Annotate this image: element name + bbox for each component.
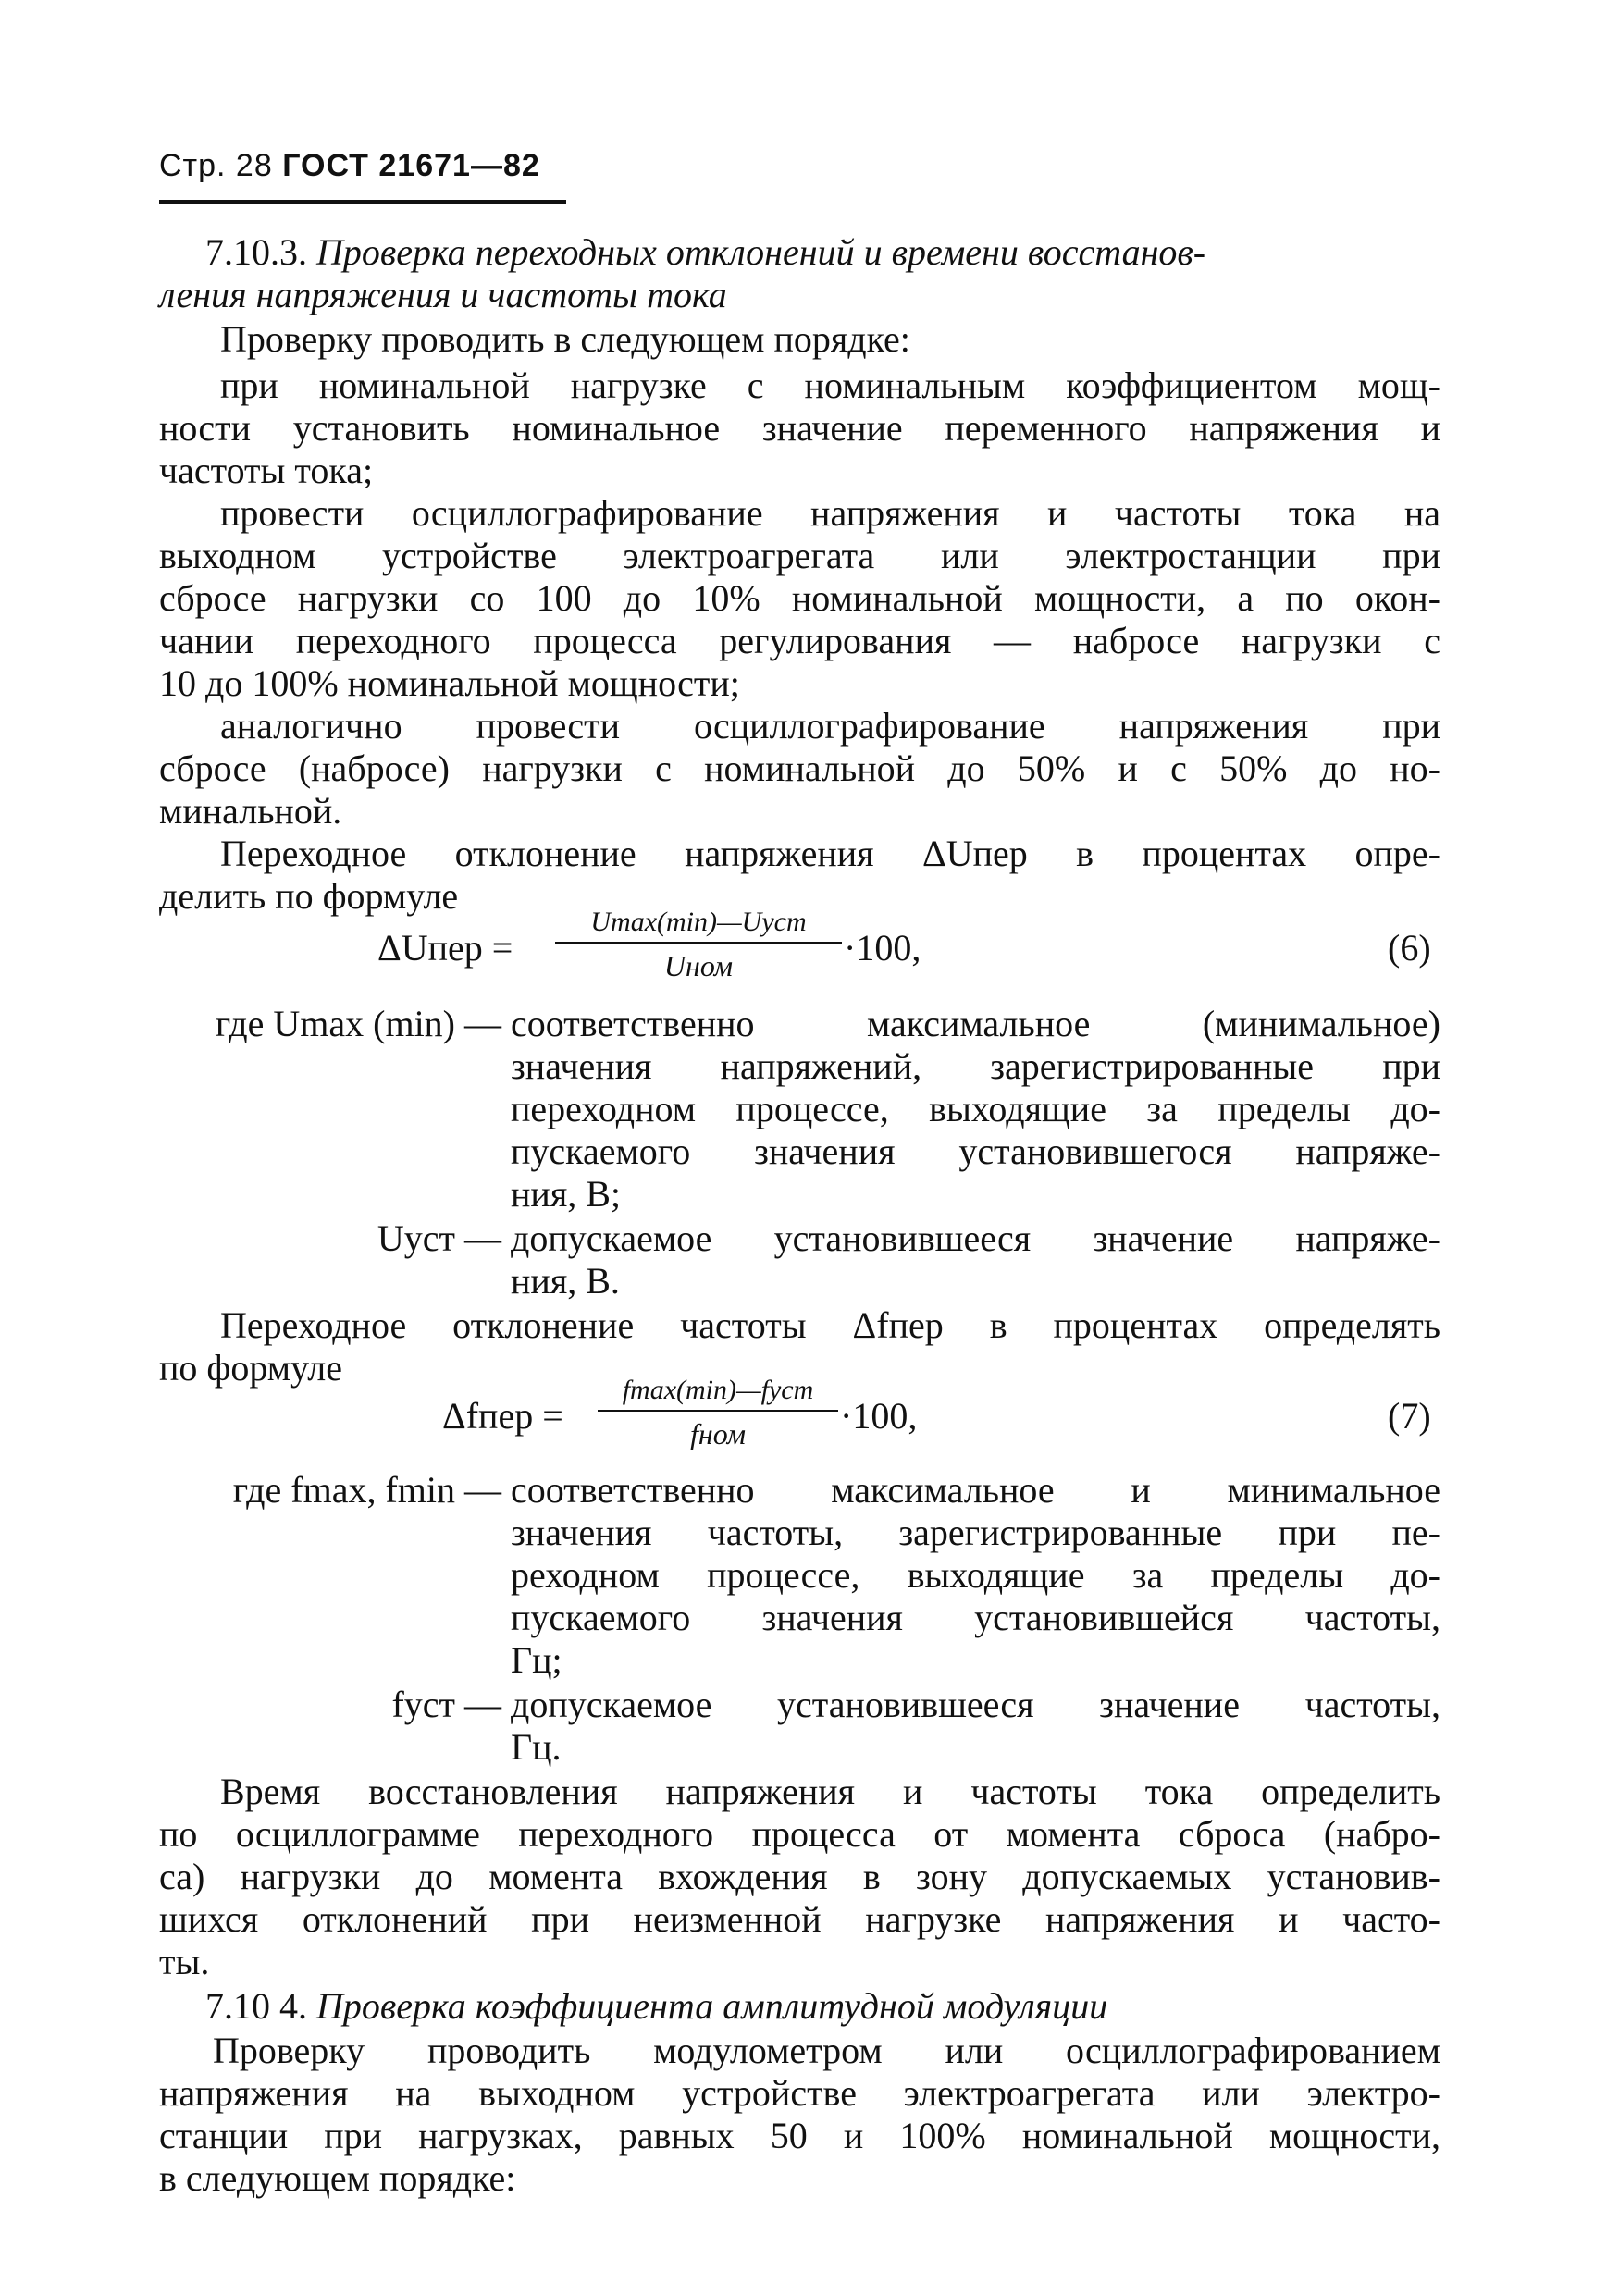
where-line: значения напряжений, зарегистрированные при: [511, 1045, 1440, 1087]
paragraph-line: при номинальной нагрузке с номинальным коэффициентом мощ-: [220, 364, 1440, 406]
paragraph-line: напряжения на выходном устройстве электроагрегата или электро-: [159, 2072, 1440, 2114]
paragraph-line: сбросе нагрузки со 100 до 10% номинальной мощности, а по окон-: [159, 577, 1440, 619]
paragraph-line: станции при нагрузках, равных 50 и 100% номинальной мощности,: [159, 2115, 1440, 2156]
paragraph-line: делить по формуле: [159, 875, 459, 917]
page-header: [159, 148, 540, 184]
paragraph-line: Переходное отклонение напряжения ΔUпер в процентах опре-: [220, 833, 1440, 874]
section-7103-heading: [205, 231, 1440, 274]
section-title: Проверка коэффициента амплитудной модуляции: [316, 1985, 1108, 2027]
where-line: соответственно максимальное и минимальное: [511, 1469, 1440, 1511]
where-symbol: где fmax, fmin —: [232, 1469, 501, 1511]
where-line: соответственно максимальное (минимальное): [511, 1003, 1440, 1044]
formula-6-lhs: ΔUпер =: [377, 927, 513, 969]
section-title-cont: ления напряжения и частоты тока: [159, 274, 727, 315]
paragraph-line: по формуле: [159, 1347, 342, 1389]
paragraph-line: чании переходного процесса регулирования — набросе нагрузки с: [159, 620, 1440, 661]
formula-7-number: (7): [1388, 1395, 1431, 1437]
paragraph-line: провести осциллографирование напряжения и частоты тока на: [220, 492, 1440, 534]
paragraph-line: Проверку проводить в следующем порядке:: [220, 318, 910, 360]
formula-7-rhs: ·100,: [840, 1395, 918, 1437]
section-number: 7.10.3.: [205, 231, 307, 273]
paragraph-line: ности установить номинальное значение переменного напряжения и: [159, 407, 1440, 449]
where-line: допускаемое установившееся значение напряже-: [511, 1217, 1440, 1259]
section-number: 7.10 4.: [205, 1985, 307, 2027]
where-line: ния, В;: [511, 1173, 622, 1215]
formula-6-rhs: ·100,: [844, 927, 921, 969]
formula-6-numerator: Umax(min)—Uуст: [590, 907, 807, 937]
paragraph-line: сбросе (набросе) нагрузки с номинальной до 50% и с 50% до но-: [159, 747, 1440, 789]
paragraph-line: са) нагрузки до момента вхождения в зону допускаемых установив-: [159, 1856, 1440, 1897]
where-line: пускаемого значения установившегося напряже-: [511, 1130, 1440, 1172]
paragraph-line: 10 до 100% номинальной мощности;: [159, 662, 740, 704]
where-line: Гц;: [511, 1639, 562, 1681]
where-line: пускаемого значения установившейся частоты,: [511, 1597, 1440, 1638]
formula-7-lhs: Δfпер =: [442, 1395, 563, 1437]
paragraph-line: ты.: [159, 1941, 210, 1982]
where-line: ния, В.: [511, 1260, 620, 1302]
formula-7-fraction: [598, 1375, 838, 1450]
formula-7-denominator: fном: [690, 1417, 746, 1450]
section-title: Проверка переходных отклонений и времени восстанов-: [316, 231, 1206, 273]
where-line: значения частоты, зарегистрированные при пе-: [511, 1512, 1440, 1553]
where-line: реходном процессе, выходящие за пределы до-: [511, 1554, 1440, 1596]
fraction-bar: [555, 942, 842, 944]
where-line: переходном процессе, выходящие за пределы до-: [511, 1088, 1440, 1129]
section-7104-heading: [205, 1985, 1107, 2028]
where-symbol: Uуст —: [377, 1217, 501, 1259]
paragraph-line: Время восстановления напряжения и частоты тока определить: [220, 1771, 1440, 1812]
where-line: Гц.: [511, 1726, 562, 1768]
paragraph-line: минальной.: [159, 790, 342, 832]
where-symbol: где Umax (min) —: [215, 1003, 501, 1044]
formula-6-number: (6): [1388, 927, 1431, 969]
formula-7-numerator: fmax(min)—fуст: [622, 1375, 814, 1405]
where-symbol: fуст —: [391, 1684, 501, 1725]
paragraph-line: шихся отклонений при неизменной нагрузке напряжения и часто-: [159, 1898, 1440, 1940]
header-rule: [159, 200, 566, 204]
formula-6-denominator: Uном: [663, 949, 734, 982]
paragraph-line: Проверку проводить модулометром или осциллографированием: [213, 2030, 1440, 2071]
where-line: допускаемое установившееся значение частоты,: [511, 1684, 1440, 1725]
page-number: Стр. 28: [159, 148, 273, 183]
paragraph-line: частоты тока;: [159, 450, 374, 491]
paragraph-line: аналогично провести осциллографирование напряжения при: [220, 705, 1440, 747]
fraction-bar: [598, 1410, 838, 1412]
paragraph-line: Переходное отклонение частоты Δfпер в процентах определять: [220, 1304, 1440, 1346]
standard-code: ГОСТ 21671—82: [282, 148, 540, 183]
paragraph-line: по осциллограмме переходного процесса от момента сброса (набро-: [159, 1813, 1440, 1855]
paragraph-line: выходном устройстве электроагрегата или электростанции при: [159, 535, 1440, 576]
formula-6-fraction: [555, 907, 842, 982]
paragraph-line: в следующем порядке:: [159, 2157, 516, 2199]
